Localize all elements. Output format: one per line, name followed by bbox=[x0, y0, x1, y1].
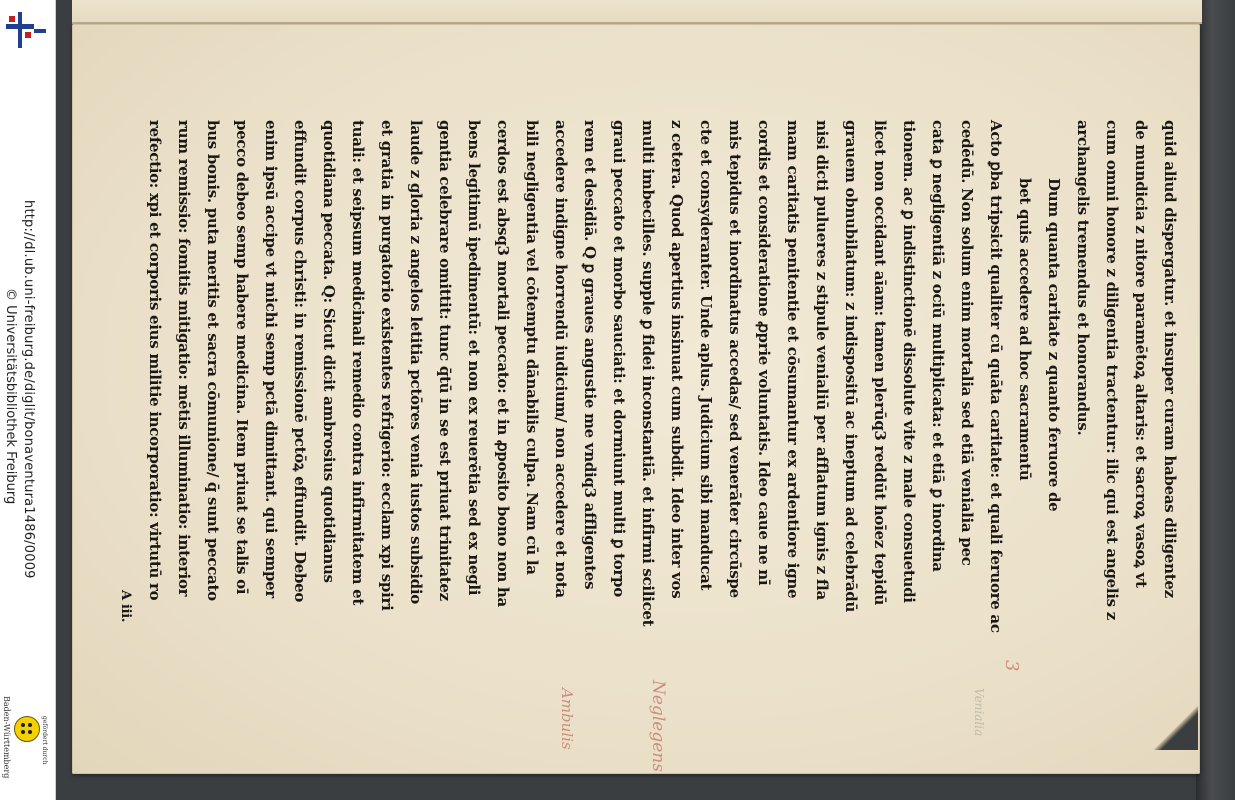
text-line: laude z gloria z angelos letitia pctōres venia iustos subsidio bbox=[407, 120, 425, 604]
text-line: mam caritatis penitentie et cōsumantur ex ardentiore igne bbox=[784, 120, 802, 599]
signature-mark: A iii. bbox=[118, 590, 133, 623]
text-line: pecco debeo semp habere medicina. Item priuat se talis oī bbox=[233, 120, 251, 595]
text-line: Acto ꝑba tripsicit qualiter cū quāta caritate: et quali feruore ac bbox=[987, 120, 1005, 633]
text-line: accedere indigne horrendū iudicium/ non accedere et nota bbox=[552, 120, 570, 598]
previous-page-edge bbox=[72, 0, 1202, 24]
funder-seal-icon bbox=[14, 716, 40, 742]
text-line: tionem. ac ꝑ indistinctionē dissolute vite z male consuetudi bbox=[900, 120, 918, 603]
page-corner-fold bbox=[1154, 706, 1198, 750]
text-line: cata ꝑ negligentiā z ociū multiplicata: et etiā ꝑ inordina bbox=[929, 120, 947, 572]
text-line: tuali: et seipsum medicinali remedio contra infirmitatem et bbox=[349, 120, 367, 606]
text-line: grauem obnubilatum: z indispositū ac ineptum ad celebrādū bbox=[842, 120, 860, 613]
book-cover-edge bbox=[1196, 0, 1235, 800]
marginal-note: Ambulis bbox=[558, 688, 576, 750]
text-line: rem et desidiā. Q ꝑ graues angustie me vndiq3 affligentes bbox=[581, 120, 599, 590]
text-line: z cetera. Quod apertius insinuat cum subdit. Ideo inter vos bbox=[668, 120, 686, 599]
text-line: effundit corpus christi: in remissionē pctōꝝ effundit. Debeo bbox=[291, 120, 309, 603]
marginal-note: 3 bbox=[1001, 660, 1022, 672]
text-line: refectio: xpi et corporis eius militie incorporatio: virtutū ro bbox=[146, 120, 164, 601]
chapter-heading: bet quis accedere ad hoc sacramentū bbox=[1016, 178, 1034, 481]
marginal-note: Neglegens bbox=[648, 680, 668, 772]
text-line: quotidiana peccata. Q: Sicut dicit ambrosius quotidianus bbox=[320, 120, 338, 583]
text-line: rum remissio: fomitis mitigatio: mētis illuminatio: interior bbox=[175, 120, 193, 597]
text-line: gentia celebrare omittit: tunc q̄tū in se est priuat trinitatez bbox=[436, 120, 454, 601]
text-line: mis tepidus et inordinatus accedas/ sed venerāter circūspe bbox=[726, 120, 744, 598]
text-line: enim ipsū accipe vt michi semp pctā dimittant. qui semper bbox=[262, 120, 280, 599]
text-line: licet non occidant aīam: tamen plerūq3 reddūt hoīez tepidū bbox=[871, 120, 889, 606]
text-line: et gratia in purgatorio existentes refrigerio: ecclam xpi spiri bbox=[378, 120, 396, 611]
scanned-page-view bbox=[56, 0, 1235, 800]
text-line: nisi dicti pulueres z stipule venialiū per afflatum ignis z fla bbox=[813, 120, 831, 600]
permalink-url[interactable]: http://dl.ub.uni-freiburg.de/diglit/bonaventura1486/0009 bbox=[21, 200, 36, 579]
text-line: cedēdū. Non solum enim mortalia sed etiā venialia pec bbox=[958, 120, 976, 566]
text-line: bens legitimū ipedimentū: et non ex reuerētia sed ex negli bbox=[465, 120, 483, 596]
copyright-notice: © Universitätsbibliothek Freiburg bbox=[3, 288, 18, 505]
funder-label: gefördert durch bbox=[41, 716, 48, 765]
text-line: cordis et consideratione ꝓprie voluntatis. Ideo caue ne nī bbox=[755, 120, 773, 586]
chapter-heading: Dum quanta caritate z quanto feruore de bbox=[1045, 178, 1063, 512]
text-line: archangelis tremendus et honorandus. bbox=[1074, 120, 1092, 436]
text-line: de mundicia z nitore paramētoꝝ altaris: et sacroꝝ vasoꝝ vt bbox=[1132, 120, 1150, 588]
text-line: cte et consyderanter. Unde aplus. Judicium sibi manducat bbox=[697, 120, 715, 591]
blackletter-text-block bbox=[111, 120, 1184, 640]
viewer-sidebar bbox=[0, 0, 56, 800]
text-line: graui peccato et morbo sauciati: et dormiunt multi ꝑ torpo bbox=[610, 120, 628, 597]
funder-name: Baden-Württemberg bbox=[2, 696, 11, 779]
university-logo-icon[interactable] bbox=[4, 10, 48, 50]
text-line: multi imbecilles. supple ꝑ fidei inconstantiā. et infirmi scilicet bbox=[639, 120, 657, 627]
text-line: cerdos est absq3 mortali peccato: et in ꝓposito bono non ha bbox=[494, 120, 512, 607]
text-line: bus bonis. puta meritis et sacra cōmunione/ q̄ sunt peccato bbox=[204, 120, 222, 601]
text-line: cum omni honore z diligentia tractentur: ilic qui est angelis z bbox=[1103, 120, 1121, 620]
text-line: bili negligentia vel cōtemptu dānabilis culpa. Nam cū la bbox=[523, 120, 541, 575]
marginal-note: Venialia bbox=[972, 688, 986, 737]
text-line: quid aliud dispergatur. et insuper curam habeas diligentez bbox=[1161, 120, 1179, 598]
